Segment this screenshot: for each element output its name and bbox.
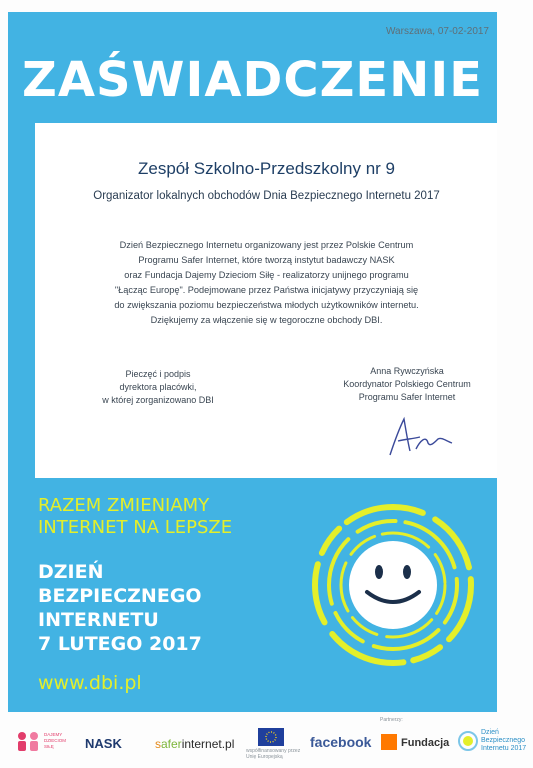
signer-role: Koordynator Polskiego Centrum <box>343 379 471 389</box>
body-line: "Łącząc Europę". Podejmowane przez Państwa inicjatywy przyczyniają się <box>114 285 419 295</box>
nask-logo: NASK <box>85 736 122 751</box>
event-line: DZIEŃ <box>38 561 104 583</box>
signer-name: Anna Rywczyńska <box>370 366 444 376</box>
certificate-body <box>65 238 468 328</box>
facebook-logo: facebook <box>310 734 372 750</box>
dbi-logo: Dzień Bezpiecznego Internetu 2017 <box>481 729 527 752</box>
event-line: BEZPIECZNEGO <box>38 585 202 607</box>
slogan-line: INTERNET NA LEPSZE <box>38 517 233 538</box>
event-title <box>38 560 202 656</box>
website-url: www.dbi.pl <box>38 672 142 694</box>
slogan <box>38 495 232 539</box>
kids-icon <box>14 730 42 752</box>
issue-date: Warszawa, 07-02-2017 <box>385 26 489 37</box>
orange-icon <box>381 734 397 750</box>
event-date: 7 LUTEGO 2017 <box>38 633 202 655</box>
fdds-logo: DAJEMY DZIECIOM SIŁĘ <box>44 732 66 749</box>
stamp-line: Pieczęć i podpis <box>125 369 191 379</box>
handwritten-signature <box>380 413 460 463</box>
certificate <box>8 12 497 712</box>
dbi-logo-icon <box>458 730 478 752</box>
certificate-panel <box>35 123 497 478</box>
stamp-line: dyrektora placówki, <box>119 382 197 392</box>
body-line: Dziękujemy za włączenie się w tegoroczne obchody DBI. <box>150 315 383 325</box>
partner-logos <box>0 712 533 768</box>
stamp-line: w której zorganizowano DBI <box>102 395 214 405</box>
partners-caption: Partnerzy: <box>380 717 403 723</box>
organizer-line: Organizator lokalnych obchodów Dnia Bezpiecznego Internetu 2017 <box>93 190 440 202</box>
body-line: do zwiększania poziomu bezpieczeństwa młodych użytkowników internetu. <box>114 300 419 310</box>
eu-caption: współfinansowany przez Unię Europejską <box>246 748 301 760</box>
safer-internet-logo: saferinternet.pl <box>155 737 235 751</box>
signer-block <box>327 365 487 404</box>
body-line: Dzień Bezpiecznego Internetu organizowany jest przez Polskie Centrum <box>119 240 414 250</box>
signer-role: Programu Safer Internet <box>358 392 456 402</box>
stamp-caption <box>83 368 233 407</box>
certificate-title: ZAŚWIADCZENIE <box>22 52 483 108</box>
body-line: Programu Safer Internet, które tworzą instytut badawczy NASK <box>138 255 395 265</box>
orange-foundation-logo: Fundacja <box>401 737 450 749</box>
school-name: Zespół Szkolno-Przedszkolny nr 9 <box>137 159 395 178</box>
eu-flag-icon <box>258 728 284 746</box>
slogan-line: RAZEM ZMIENIAMY <box>38 495 210 516</box>
body-line: oraz Fundacja Dajemy Dzieciom Siłę - realizatorzy unijnego programu <box>124 270 409 280</box>
event-line: INTERNETU <box>38 609 159 631</box>
smiley-icon <box>293 500 493 670</box>
